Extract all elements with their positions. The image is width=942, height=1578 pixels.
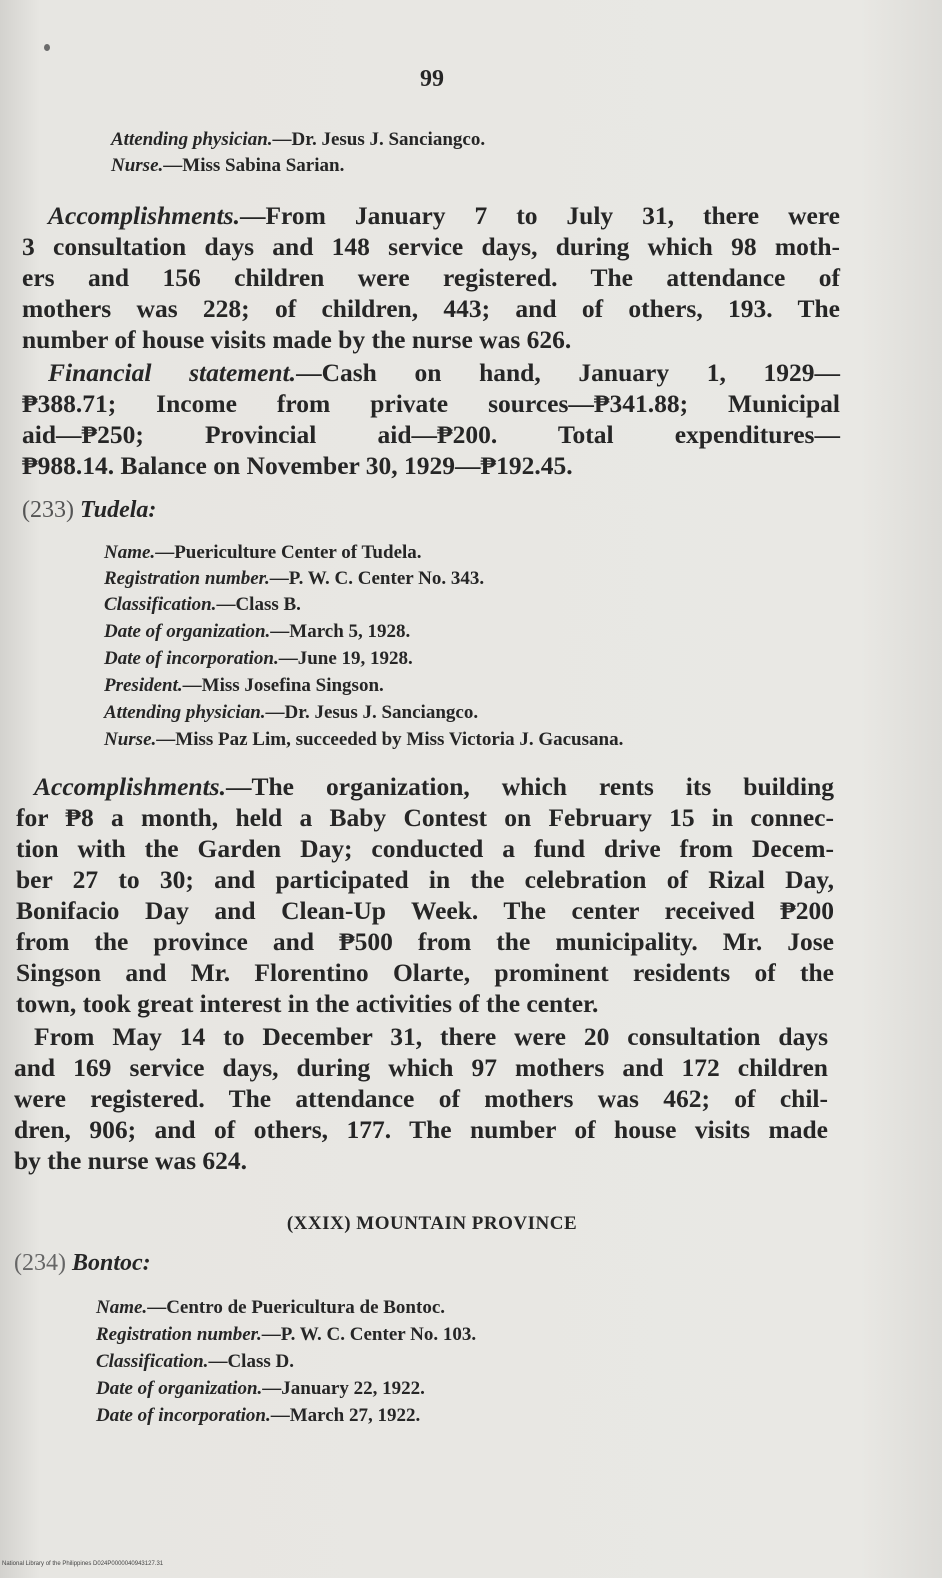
- field-nurse: [111, 153, 344, 179]
- field-registration-number: Registration number.—P. W. C. Center No. 103.: [96, 1324, 477, 1345]
- field-classification: Classification.—Class D.: [96, 1351, 294, 1372]
- paragraph-line: Financial statement.—Cash on hand, January 1, 1929—: [48, 358, 840, 387]
- field-label: Attending physician.: [111, 129, 273, 150]
- field-president: President.—Miss Josefina Singson.: [104, 675, 384, 696]
- field-date-of-incorporation: Date of incorporation.—June 19, 1928.: [104, 648, 413, 669]
- field-date-of-organization: Date of organization.—March 5, 1928.: [104, 621, 411, 642]
- field-attending-physician: [111, 127, 485, 153]
- field-name: Name.—Puericulture Center of Tudela.: [104, 542, 422, 563]
- paragraph-line: ₱988.14. Balance on November 30, 1929—₱192.45.: [22, 451, 573, 480]
- paragraph-line: ₱388.71; Income from private sources—₱341.88; Municipal: [22, 389, 840, 418]
- paragraph-line: mothers was 228; of children, 443; and of others, 193. The: [22, 294, 840, 323]
- paragraph-line: tion with the Garden Day; conducted a fund drive from Decem-: [16, 834, 834, 863]
- paragraph-line: aid—₱250; Provincial aid—₱200. Total expenditures—: [22, 420, 840, 449]
- scan-footer: National Library of the Philippines D024P0000040943127.31: [2, 1561, 164, 1567]
- page-number: 99: [420, 66, 444, 92]
- field-nurse: Nurse.—Miss Paz Lim, succeeded by Miss Victoria J. Gacusana.: [104, 729, 624, 750]
- accomplishments-paragraph-1: [22, 200, 840, 355]
- field-value: —Miss Sabina Sarian.: [163, 155, 345, 176]
- paragraph-line: 3 consultation days and 148 service days, during which 98 moth-: [22, 232, 840, 261]
- paragraph-heading: Accomplishments.: [48, 201, 240, 230]
- paragraph-heading: Accomplishments.: [34, 772, 226, 801]
- section-heading: (XXIX) MOUNTAIN PROVINCE: [286, 1213, 578, 1234]
- entry-name: Bontoc:: [71, 1250, 151, 1276]
- accomplishments-paragraph-2: [16, 771, 834, 1019]
- field-label: Nurse.: [111, 155, 164, 176]
- paragraph-line: Bonifacio Day and Clean-Up Week. The center received ₱200: [16, 896, 834, 925]
- field-value: —Dr. Jesus J. Sanciangco.: [272, 129, 486, 150]
- field-date-of-incorporation: Date of incorporation.—March 27, 1922.: [96, 1405, 421, 1426]
- paragraph-line: from the province and ₱500 from the municipality. Mr. Jose: [16, 927, 834, 956]
- field-name: Name.—Centro de Puericultura de Bontoc.: [96, 1297, 445, 1318]
- entry-heading-tudela: [22, 497, 156, 524]
- paragraph-line: dren, 906; and of others, 177. The number of house visits made: [14, 1115, 828, 1144]
- field-registration-number: Registration number.—P. W. C. Center No. 343.: [104, 568, 485, 589]
- paragraph-line: ber 27 to 30; and participated in the celebration of Rizal Day,: [16, 865, 834, 894]
- entry-number: (233): [22, 497, 74, 523]
- paragraph-line: town, took great interest in the activities of the center.: [16, 989, 599, 1018]
- paragraph-line: number of house visits made by the nurse was 626.: [22, 325, 572, 354]
- paragraph-line: ers and 156 children were registered. The attendance of: [22, 263, 840, 292]
- paragraph-line: and 169 service days, during which 97 mothers and 172 children: [14, 1053, 828, 1082]
- paragraph-line: were registered. The attendance of mothers was 462; of chil-: [14, 1084, 828, 1113]
- paragraph-line: for ₱8 a month, held a Baby Contest on February 15 in connec-: [16, 803, 834, 832]
- paragraph-line: by the nurse was 624.: [14, 1146, 248, 1175]
- field-date-of-organization: Date of organization.—January 22, 1922.: [96, 1378, 425, 1399]
- field-attending-physician: Attending physician.—Dr. Jesus J. Sanciangco.: [104, 702, 479, 723]
- entry-name: Tudela:: [79, 497, 157, 523]
- field-classification: Classification.—Class B.: [104, 594, 301, 615]
- entry-number: (234): [14, 1250, 66, 1276]
- scan-speck: [44, 44, 50, 51]
- paragraph-heading: Financial statement.: [48, 358, 297, 387]
- financial-statement-paragraph: [22, 357, 840, 481]
- paragraph-line: From May 14 to December 31, there were 20 consultation days: [34, 1022, 828, 1051]
- paragraph-line: Accomplishments.—The organization, which rents its building: [34, 772, 834, 801]
- consultation-paragraph: [14, 1021, 828, 1176]
- paragraph-line: Accomplishments.—From January 7 to July 31, there were: [48, 201, 840, 230]
- paragraph-line: Singson and Mr. Florentino Olarte, prominent residents of the: [16, 958, 834, 987]
- entry-heading-bontoc: [14, 1250, 151, 1277]
